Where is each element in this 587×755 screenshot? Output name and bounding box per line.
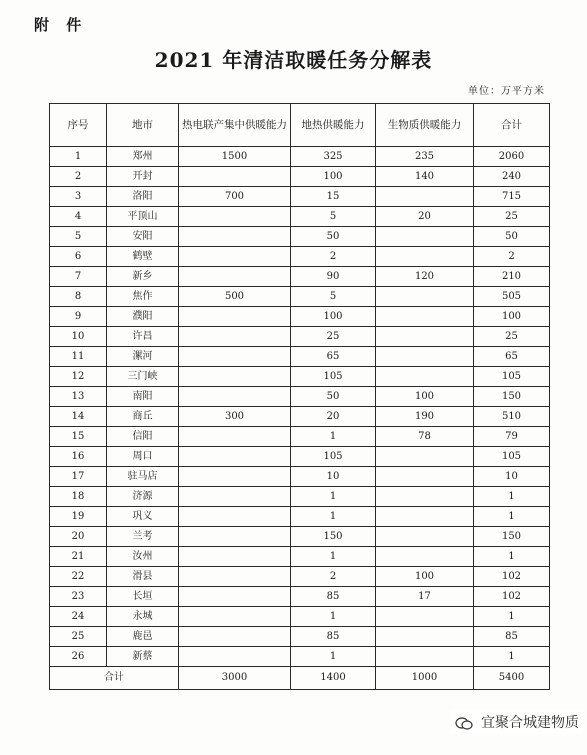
- cell-geothermal: 10: [291, 467, 376, 487]
- cell-total: 100: [474, 307, 550, 327]
- cell-biomass: [376, 647, 474, 667]
- cell-city: 永城: [107, 607, 179, 627]
- table-row: [50, 647, 550, 667]
- cell-total: 240: [474, 167, 550, 187]
- cell-total: 25: [474, 327, 550, 347]
- cell-chp: [179, 347, 291, 367]
- cell-city: 三门峡: [107, 367, 179, 387]
- table-row: [50, 487, 550, 507]
- cell-geothermal: 100: [291, 307, 376, 327]
- cell-city: 鹤壁: [107, 247, 179, 267]
- cell-total: 25: [474, 207, 550, 227]
- cell-index: 13: [50, 387, 107, 407]
- col-header-index: 序号: [50, 104, 107, 147]
- cell-total: 102: [474, 587, 550, 607]
- cell-city: 汝州: [107, 547, 179, 567]
- cell-total: 105: [474, 447, 550, 467]
- table-row: [50, 387, 550, 407]
- cell-total: 1: [474, 647, 550, 667]
- cell-geothermal: 1: [291, 427, 376, 447]
- col-header-biomass: 生物质供暖能力: [376, 104, 474, 147]
- cell-index: 21: [50, 547, 107, 567]
- cell-index: 15: [50, 427, 107, 447]
- cell-total: 150: [474, 527, 550, 547]
- cell-city: 鹿邑: [107, 627, 179, 647]
- cell-biomass: [376, 227, 474, 247]
- cell-index: 17: [50, 467, 107, 487]
- table-row: [50, 307, 550, 327]
- cell-index: 23: [50, 587, 107, 607]
- cell-total: 105: [474, 367, 550, 387]
- cell-biomass: [376, 487, 474, 507]
- cell-biomass: [376, 247, 474, 267]
- cell-biomass: 20: [376, 207, 474, 227]
- cell-biomass: [376, 287, 474, 307]
- cell-chp: [179, 567, 291, 587]
- cell-chp: 500: [179, 287, 291, 307]
- cell-biomass: [376, 187, 474, 207]
- cell-index: 2: [50, 167, 107, 187]
- watermark-text: 宜聚合城建物质: [481, 715, 579, 731]
- cell-total: 10: [474, 467, 550, 487]
- cell-geothermal: 2: [291, 567, 376, 587]
- cell-chp: [179, 647, 291, 667]
- total-biomass: 1000: [376, 667, 474, 690]
- table-row: [50, 567, 550, 587]
- cell-index: 9: [50, 307, 107, 327]
- cell-city: 长垣: [107, 587, 179, 607]
- attachment-label: 附 件: [34, 16, 88, 34]
- cell-chp: [179, 607, 291, 627]
- cell-chp: [179, 207, 291, 227]
- cell-index: 22: [50, 567, 107, 587]
- cell-biomass: 78: [376, 427, 474, 447]
- table-header-row: [50, 104, 550, 147]
- cell-total: 715: [474, 187, 550, 207]
- table-row: [50, 247, 550, 267]
- cell-total: 1: [474, 547, 550, 567]
- cell-chp: [179, 387, 291, 407]
- cell-biomass: [376, 347, 474, 367]
- table-row: [50, 207, 550, 227]
- cell-city: 巩义: [107, 507, 179, 527]
- cell-chp: [179, 447, 291, 467]
- cell-geothermal: 100: [291, 167, 376, 187]
- cell-geothermal: 65: [291, 347, 376, 367]
- cell-city: 许昌: [107, 327, 179, 347]
- cell-biomass: [376, 527, 474, 547]
- cell-biomass: 120: [376, 267, 474, 287]
- cell-geothermal: 325: [291, 147, 376, 167]
- cell-city: 滑县: [107, 567, 179, 587]
- cell-city: 新蔡: [107, 647, 179, 667]
- col-header-total: 合计: [474, 104, 550, 147]
- cell-total: 79: [474, 427, 550, 447]
- table-row: [50, 367, 550, 387]
- col-header-chp: 热电联产集中供暖能力: [179, 104, 291, 147]
- cell-index: 6: [50, 247, 107, 267]
- table-row: [50, 547, 550, 567]
- cell-total: 1: [474, 507, 550, 527]
- cell-chp: [179, 527, 291, 547]
- cell-total: 505: [474, 287, 550, 307]
- cell-chp: [179, 627, 291, 647]
- cell-geothermal: 1: [291, 487, 376, 507]
- cell-geothermal: 15: [291, 187, 376, 207]
- cell-chp: [179, 267, 291, 287]
- cell-total: 2: [474, 247, 550, 267]
- cell-biomass: 140: [376, 167, 474, 187]
- table-row: [50, 327, 550, 347]
- cell-biomass: 190: [376, 407, 474, 427]
- cell-total: 102: [474, 567, 550, 587]
- cell-geothermal: 85: [291, 587, 376, 607]
- cell-index: 19: [50, 507, 107, 527]
- cell-biomass: [376, 547, 474, 567]
- cell-chp: [179, 307, 291, 327]
- table-row: [50, 507, 550, 527]
- col-header-city: 地市: [107, 104, 179, 147]
- cell-index: 10: [50, 327, 107, 347]
- cell-index: 12: [50, 367, 107, 387]
- table-row: [50, 347, 550, 367]
- cell-total: 65: [474, 347, 550, 367]
- cell-chp: [179, 247, 291, 267]
- cell-index: 18: [50, 487, 107, 507]
- cell-index: 1: [50, 147, 107, 167]
- cell-city: 济源: [107, 487, 179, 507]
- cell-geothermal: 90: [291, 267, 376, 287]
- cell-index: 3: [50, 187, 107, 207]
- table-row: [50, 147, 550, 167]
- cell-geothermal: 105: [291, 447, 376, 467]
- cell-total: 1: [474, 487, 550, 507]
- cell-total: 210: [474, 267, 550, 287]
- cell-geothermal: 2: [291, 247, 376, 267]
- cell-total: 150: [474, 387, 550, 407]
- cell-chp: [179, 327, 291, 347]
- cell-biomass: [376, 627, 474, 647]
- total-label: 合计: [50, 667, 179, 690]
- cell-index: 11: [50, 347, 107, 367]
- table-row: [50, 447, 550, 467]
- cell-geothermal: 20: [291, 407, 376, 427]
- cell-city: 濮阳: [107, 307, 179, 327]
- cell-biomass: [376, 367, 474, 387]
- table-row: [50, 187, 550, 207]
- table-row: [50, 167, 550, 187]
- cell-chp: [179, 227, 291, 247]
- cell-chp: 300: [179, 407, 291, 427]
- total-row: [50, 667, 550, 690]
- cell-biomass: [376, 447, 474, 467]
- watermark: [451, 710, 583, 734]
- table-row: [50, 467, 550, 487]
- cell-index: 4: [50, 207, 107, 227]
- total-sum: 5400: [474, 667, 550, 690]
- col-header-geothermal: 地热供暖能力: [291, 104, 376, 147]
- cell-index: 8: [50, 287, 107, 307]
- cell-chp: 1500: [179, 147, 291, 167]
- cell-total: 510: [474, 407, 550, 427]
- cell-index: 14: [50, 407, 107, 427]
- cell-chp: [179, 507, 291, 527]
- table-row: [50, 287, 550, 307]
- cell-biomass: [376, 307, 474, 327]
- cell-city: 兰考: [107, 527, 179, 547]
- cell-biomass: 100: [376, 387, 474, 407]
- table-row: [50, 267, 550, 287]
- cell-biomass: [376, 607, 474, 627]
- cell-index: 5: [50, 227, 107, 247]
- cell-index: 25: [50, 627, 107, 647]
- cell-biomass: 100: [376, 567, 474, 587]
- cell-city: 开封: [107, 167, 179, 187]
- cell-city: 商丘: [107, 407, 179, 427]
- cell-biomass: 235: [376, 147, 474, 167]
- cell-geothermal: 50: [291, 227, 376, 247]
- cell-chp: [179, 427, 291, 447]
- cell-city: 洛阳: [107, 187, 179, 207]
- cell-geothermal: 85: [291, 627, 376, 647]
- cell-chp: [179, 367, 291, 387]
- table-row: [50, 527, 550, 547]
- cell-index: 16: [50, 447, 107, 467]
- cell-biomass: [376, 327, 474, 347]
- cell-city: 平顶山: [107, 207, 179, 227]
- cell-city: 驻马店: [107, 467, 179, 487]
- cell-chp: [179, 167, 291, 187]
- cell-city: 焦作: [107, 287, 179, 307]
- cell-chp: [179, 487, 291, 507]
- cell-chp: 700: [179, 187, 291, 207]
- total-geothermal: 1400: [291, 667, 376, 690]
- cell-city: 漯河: [107, 347, 179, 367]
- cell-index: 20: [50, 527, 107, 547]
- cell-geothermal: 1: [291, 647, 376, 667]
- cell-geothermal: 5: [291, 207, 376, 227]
- table-row: [50, 587, 550, 607]
- cell-total: 50: [474, 227, 550, 247]
- cell-chp: [179, 587, 291, 607]
- cell-city: 郑州: [107, 147, 179, 167]
- table-row: [50, 627, 550, 647]
- total-chp: 3000: [179, 667, 291, 690]
- cell-geothermal: 1: [291, 607, 376, 627]
- cell-biomass: 17: [376, 587, 474, 607]
- cell-geothermal: 1: [291, 547, 376, 567]
- cell-geothermal: 105: [291, 367, 376, 387]
- cell-city: 安阳: [107, 227, 179, 247]
- cell-total: 85: [474, 627, 550, 647]
- table-row: [50, 427, 550, 447]
- cell-index: 26: [50, 647, 107, 667]
- cell-city: 新乡: [107, 267, 179, 287]
- table-row: [50, 407, 550, 427]
- cell-total: 2060: [474, 147, 550, 167]
- cell-geothermal: 25: [291, 327, 376, 347]
- cell-city: 信阳: [107, 427, 179, 447]
- cell-total: 1: [474, 607, 550, 627]
- table-row: [50, 607, 550, 627]
- cell-geothermal: 50: [291, 387, 376, 407]
- cell-geothermal: 150: [291, 527, 376, 547]
- cell-biomass: [376, 467, 474, 487]
- cell-index: 24: [50, 607, 107, 627]
- cell-index: 7: [50, 267, 107, 287]
- cell-city: 周口: [107, 447, 179, 467]
- wechat-icon: [455, 717, 473, 730]
- cell-chp: [179, 547, 291, 567]
- cell-geothermal: 5: [291, 287, 376, 307]
- cell-city: 南阳: [107, 387, 179, 407]
- cell-chp: [179, 467, 291, 487]
- task-table: [49, 103, 550, 690]
- cell-geothermal: 1: [291, 507, 376, 527]
- page-title: 2021 年清洁取暖任务分解表: [154, 48, 433, 72]
- unit-note: 单位：万平方米: [468, 86, 545, 97]
- table-row: [50, 227, 550, 247]
- cell-biomass: [376, 507, 474, 527]
